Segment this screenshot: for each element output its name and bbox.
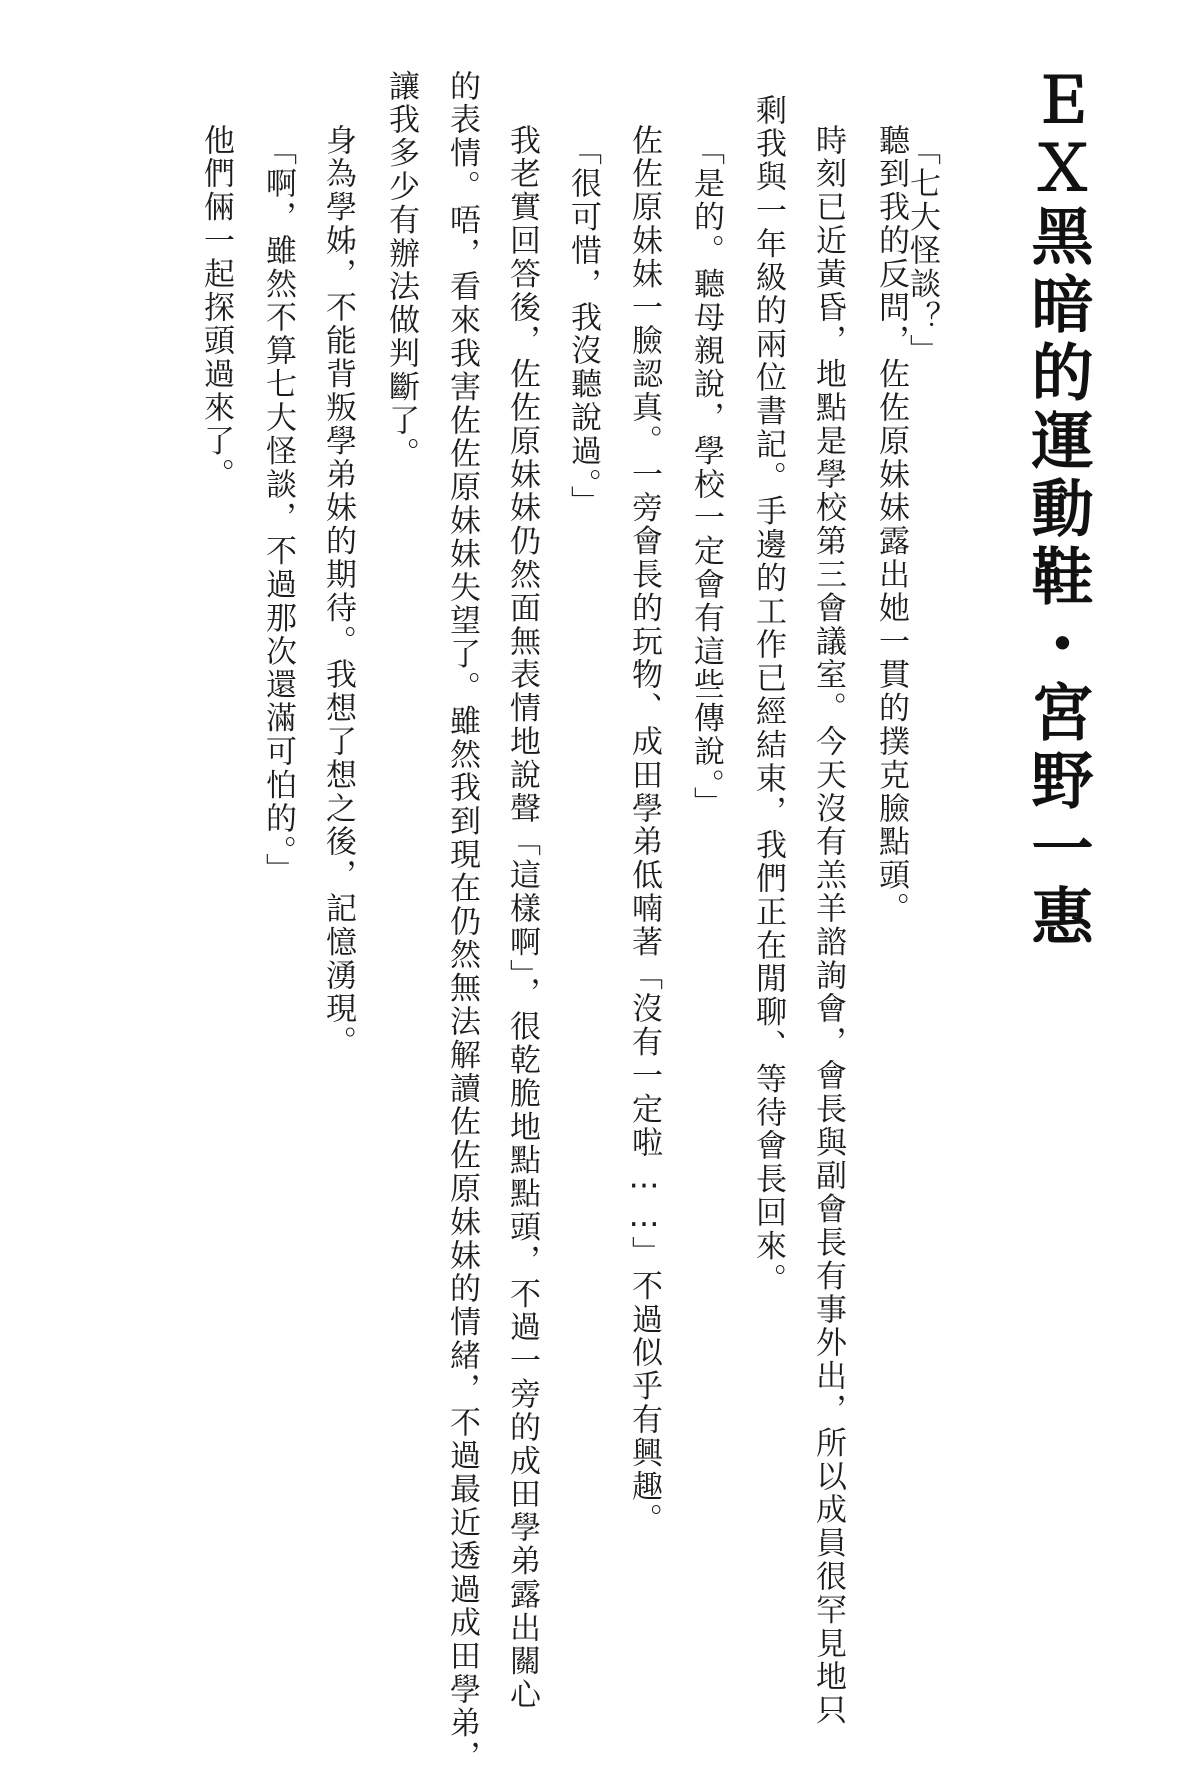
text-line-10: 讓我多少有辦法做判斷了。: [383, 70, 419, 471]
text-line-12: 「啊，雖然不算七大怪談，不過那次還滿可怕的。」: [260, 134, 296, 887]
text-line-6: 佐佐原妹妹一臉認真。一旁會長的玩物、成田學弟低喃著「沒有一定啦……」不過似乎有興趣。: [626, 124, 662, 1537]
text-line-9: 的表情。唔，看來我害佐佐原妹妹失望了。雖然我到現在仍然無法解讀佐佐原妹妹的情緒，不過最近透過成田學弟，: [444, 70, 480, 1773]
text-line-7: 「很可惜，我沒聽說過。」: [565, 134, 601, 520]
text-line-2: 聽到我的反問，佐佐原妹妹露出她一貫的撲克臉點頭。: [873, 124, 909, 926]
text-line-11: 身為學姊，不能背叛學弟妹的期待。我想了想之後，記憶湧現。: [320, 124, 356, 1060]
text-line-5: 「是的。聽母親說，學校一定會有這些傳說。」: [688, 134, 724, 820]
text-line-8: 我老實回答後，佐佐原妹妹仍然面無表情地說聲「這樣啊」，很乾脆地點點頭，不過一旁的成田學弟露出關心: [504, 124, 540, 1712]
text-line-4: 剩我與一年級的兩位書記。手邊的工作已經結束，我們正在閒聊、等待會長回來。: [750, 94, 786, 1297]
text-line-13: 他們倆一起探頭過來了。: [198, 124, 234, 492]
chapter-title: ＥＸ黑暗的運動鞋・宮野一惠: [1021, 68, 1094, 952]
text-line-1: 「七大怪談？」: [904, 134, 940, 368]
text-line-3: 時刻已近黃昏，地點是學校第三會議室。今天沒有羔羊諮詢會，會長與副會長有事外出，所以成員很罕見地只: [810, 124, 846, 1728]
